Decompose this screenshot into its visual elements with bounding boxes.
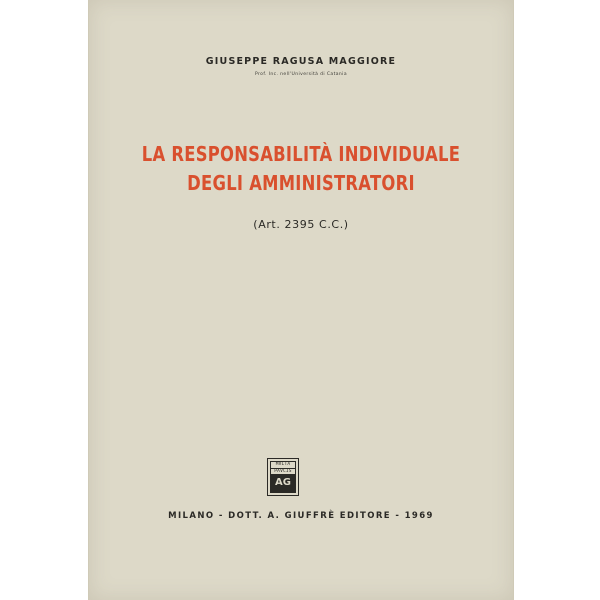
logo-monogram: AG (271, 475, 295, 492)
author-affiliation: Prof. Inc. nell'Università di Catania (255, 72, 347, 77)
author-name: GIUSEPPE RAGUSA MAGGIORE (205, 56, 397, 67)
publisher-imprint: MILANO - DOTT. A. GIUFFRÈ EDITORE - 1969 (168, 511, 434, 521)
publisher-logo-icon (267, 458, 299, 496)
logo-motto-line-1: MVLTA (271, 462, 295, 469)
title-line-2: DEGLI AMMINISTRATORI (187, 171, 415, 195)
book-cover (88, 0, 514, 600)
publisher-logo-frame (270, 461, 296, 493)
subtitle: (Art. 2395 C.C.) (253, 218, 349, 231)
title-line-1: LA RESPONSABILITÀ INDIVIDUALE (141, 142, 461, 166)
logo-motto-line-2: PAVCIS (271, 469, 295, 476)
